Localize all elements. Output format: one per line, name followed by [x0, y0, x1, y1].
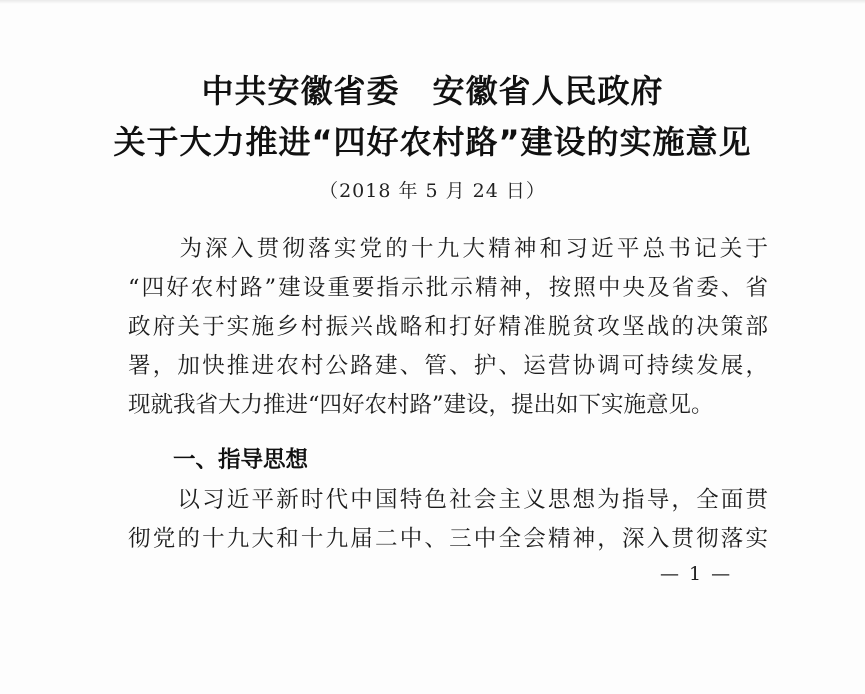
scan-edge — [0, 0, 865, 4]
document-title-line-1: 中共安徽省委 安徽省人民政府 — [201, 72, 664, 110]
document-title-line-2: 关于大力推进“四好农村路”建设的实施意见 — [113, 123, 752, 161]
paragraph-line: 彻党的十九大和十九届二中、三中全会精神，深入贯彻落实 — [128, 526, 768, 552]
guiding-paragraph — [128, 481, 768, 559]
paragraph-line: 署，加快推进农村公路建、管、护、运营协调可持续发展， — [128, 353, 768, 379]
paragraph-line: 为深入贯彻落实党的十九大精神和习近平总书记关于 — [128, 236, 768, 262]
paragraph-line: “四好农村路”建设重要指示批示精神，按照中央及省委、省 — [128, 275, 768, 301]
document-date: （2018 年 5 月 24 日） — [319, 180, 546, 202]
paragraph-line: 现就我省大力推进“四好农村路”建设，提出如下实施意见。 — [128, 392, 714, 418]
intro-paragraph — [128, 230, 768, 425]
paragraph-line: 政府关于实施乡村振兴战略和打好精准脱贫攻坚战的决策部 — [128, 314, 768, 340]
page-number: — 1 — — [660, 563, 733, 585]
paragraph-line: 以习近平新时代中国特色社会主义思想为指导，全面贯 — [128, 487, 768, 513]
section-heading: 一、指导思想 — [173, 447, 309, 473]
